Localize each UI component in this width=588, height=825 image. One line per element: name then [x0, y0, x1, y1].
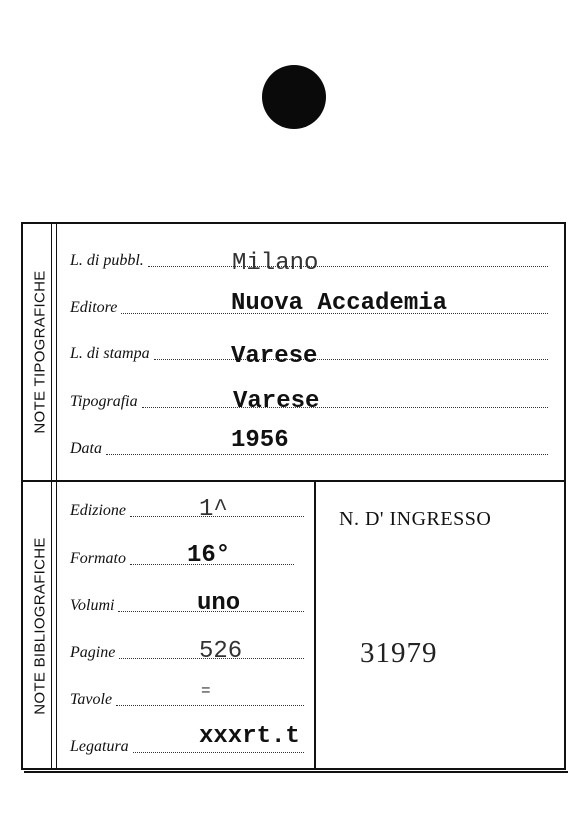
punch-hole	[262, 65, 326, 129]
field-label: Edizione	[70, 502, 126, 519]
field-edizione	[70, 502, 308, 520]
field-label: Pagine	[70, 644, 116, 661]
field-formato	[70, 550, 298, 568]
column-divider	[314, 482, 316, 770]
field-value: =	[201, 682, 211, 700]
field-tavole	[70, 691, 308, 709]
field-value: xxxrt.t	[199, 723, 300, 750]
field-label: Formato	[70, 550, 126, 567]
field-value: Varese	[231, 343, 318, 370]
field-value: 1^	[199, 496, 228, 523]
field-value: Milano	[232, 250, 319, 277]
field-value: Nuova Accademia	[231, 290, 448, 317]
field-data	[70, 440, 552, 458]
field-value: uno	[197, 590, 241, 617]
catalog-card	[21, 222, 566, 770]
note-tipografiche-label-column	[23, 224, 57, 480]
field-pagine	[70, 644, 308, 662]
field-label: Tavole	[70, 691, 113, 708]
note-bibliografiche-label-column	[23, 482, 57, 770]
ingresso-title: N. D' INGRESSO	[339, 508, 492, 530]
field-value: Varese	[233, 388, 320, 415]
field-value: 16°	[187, 542, 231, 569]
ingresso-number: 31979	[360, 637, 438, 669]
note-bibliografiche-label: NOTE BIBLIOGRAFICHE	[31, 537, 48, 715]
field-label: Editore	[70, 299, 118, 316]
field-label: Tipografia	[70, 393, 138, 410]
field-label: Data	[70, 440, 102, 457]
field-label: Volumi	[70, 597, 115, 614]
field-value: 526	[199, 638, 243, 665]
note-tipografiche-section	[23, 224, 564, 482]
field-label: L. di pubbl.	[70, 252, 144, 269]
field-label: L. di stampa	[70, 345, 150, 362]
field-value: 1956	[231, 427, 289, 454]
note-tipografiche-label: NOTE TIPOGRAFICHE	[31, 270, 48, 434]
field-label: Legatura	[70, 738, 129, 755]
field-volumi	[70, 597, 308, 615]
